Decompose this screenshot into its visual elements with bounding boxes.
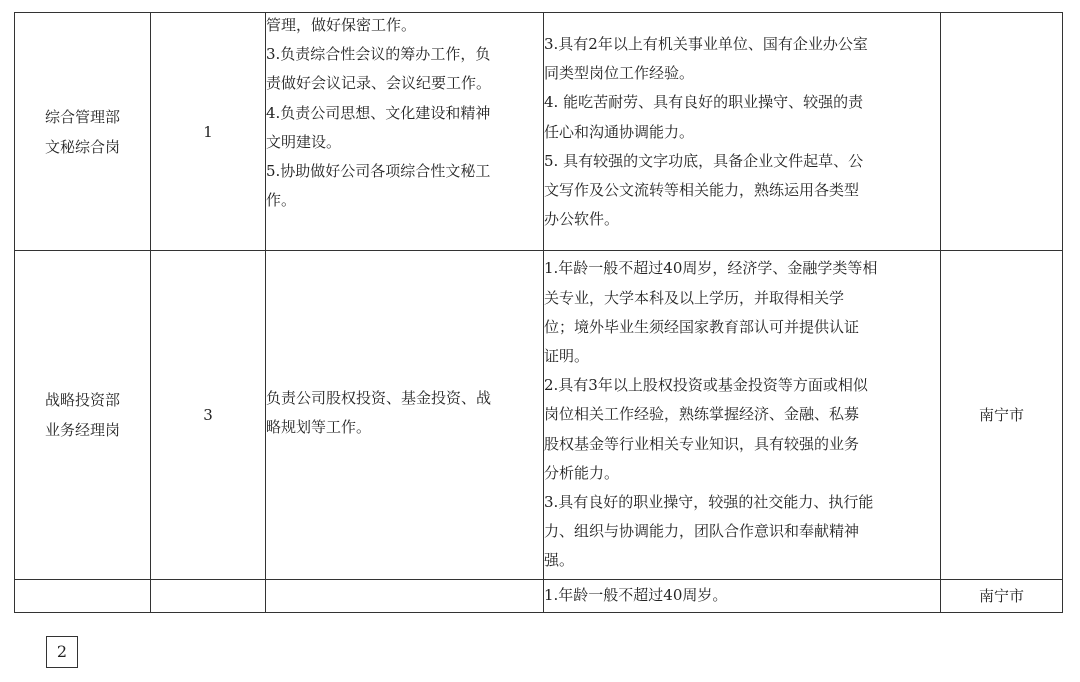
duty-line: 负责公司股权投资、基金投资、战: [266, 388, 492, 407]
table-row: [15, 251, 1063, 580]
position-name-line: 战略投资部: [44, 391, 120, 409]
headcount-cell: 1: [151, 13, 266, 251]
page-number: 2: [46, 636, 78, 668]
position-name-cell: [15, 580, 151, 613]
table-row: [15, 13, 1063, 251]
job-table: [14, 12, 1063, 613]
headcount-cell: 3: [151, 251, 266, 580]
requirement-line: 4. 能吃苦耐劳、具有良好的职业操守、较强的责: [544, 93, 864, 112]
requirement-line: 3.具有良好的职业操守，较强的社交能力、执行能: [544, 493, 874, 511]
requirement-line: 办公软件。: [544, 210, 620, 229]
requirement-cell: [544, 13, 941, 251]
duty-cell: [266, 251, 544, 580]
requirement-line: 3.具有2年以上有机关事业单位、国有企业办公室: [544, 35, 868, 53]
headcount-cell: [151, 580, 266, 613]
requirement-cell: [544, 251, 941, 580]
requirement-line: 关专业，大学本科及以上学历，并取得相关学: [544, 288, 845, 307]
requirement-line: 1.年龄一般不超过40周岁。: [544, 586, 728, 605]
requirement-line: 岗位相关工作经验，熟练掌握经济、金融、私募: [544, 405, 860, 424]
position-name-line: 文秘综合岗: [44, 137, 120, 156]
position-name-line: 业务经理岗: [44, 421, 120, 439]
requirement-line: 1.年龄一般不超过40周岁，经济学、金融学类等相: [544, 259, 878, 278]
requirement-line: 证明。: [544, 346, 590, 365]
requirement-line: 力、组织与协调能力，团队合作意识和奉献精神: [544, 522, 860, 541]
duty-line: 5.协助做好公司各项综合性文秘工: [266, 162, 491, 181]
location-cell: 南宁市: [941, 251, 1063, 580]
requirement-line: 5. 具有较强的文字功底，具备企业文件起草、公: [544, 151, 864, 170]
requirement-line: 分析能力。: [544, 463, 620, 482]
requirement-line: 2.具有3年以上股权投资或基金投资等方面或相似: [544, 376, 868, 395]
requirement-line: 同类型岗位工作经验。: [544, 64, 695, 83]
location-cell: [941, 13, 1063, 251]
duty-line: 略规划等工作。: [266, 418, 372, 436]
duty-cell: [266, 13, 544, 251]
requirement-line: 位；境外毕业生须经国家教育部认可并提供认证: [544, 317, 860, 336]
requirement-line: 强。: [544, 551, 575, 570]
requirement-line: 股权基金等行业相关专业知识，具有较强的业务: [544, 434, 860, 453]
position-name-line: 综合管理部: [44, 107, 120, 126]
location-cell: 南宁市: [941, 580, 1063, 613]
duty-line: 责做好会议记录、会议纪要工作。: [266, 74, 492, 93]
duty-line: 文明建设。: [266, 132, 342, 151]
duty-line: 作。: [266, 191, 297, 210]
requirement-line: 文写作及公文流转等相关能力，熟练运用各类型: [544, 181, 860, 200]
table-row: [15, 580, 1063, 613]
duty-cell: [266, 580, 544, 613]
duty-line: 3.负责综合性会议的筹办工作，负: [266, 45, 491, 64]
position-name-cell: [15, 251, 151, 580]
requirement-cell: [544, 580, 941, 613]
duty-line: 4.负责公司思想、文化建设和精神: [266, 103, 491, 122]
position-name-cell: [15, 13, 151, 251]
requirement-line: 任心和沟通协调能力。: [544, 122, 695, 141]
duty-line: 管理，做好保密工作。: [266, 16, 417, 34]
